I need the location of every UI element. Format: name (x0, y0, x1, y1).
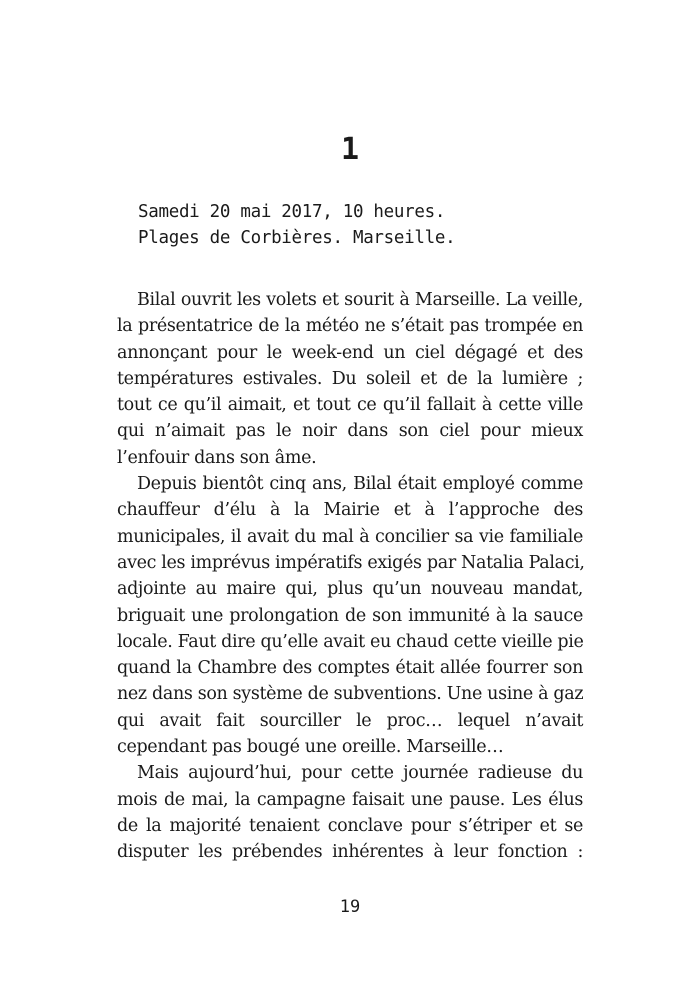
text-line: la présentatrice de la météo ne s’était pas trompée en (117, 316, 583, 337)
paragraph (117, 471, 583, 760)
text-line: qui avait fait sourciller le proc… lequel n’avait (117, 710, 583, 731)
text-line: cependant pas bougé une oreille. Marseille… (117, 737, 504, 758)
page-number: 19 (339, 897, 361, 917)
text-line: municipales, il avait du mal à concilier sa vie familiale (117, 526, 583, 547)
text-line: locale. Faut dire qu’elle avait eu chaud cette vieille pie (117, 631, 584, 652)
body-text (117, 287, 583, 866)
text-line: températures estivales. Du soleil et de la lumière ; (117, 368, 583, 389)
paragraph (117, 760, 583, 865)
text-line: de la majorité tenaient conclave pour s’étriper et se (117, 815, 583, 836)
text-line: quand la Chambre des comptes était allée fourrer son (117, 658, 583, 679)
paragraph (117, 287, 583, 471)
text-line: Depuis bientôt cinq ans, Bilal était employé comme (137, 474, 583, 495)
text-line: l’enfouir dans son âme. (117, 447, 317, 468)
heading-line-date: Samedi 20 mai 2017, 10 heures. (138, 202, 446, 222)
text-line: avec les imprévus impératifs exigés par Natalia Palaci, (117, 552, 585, 573)
text-line: nez dans son système de subventions. Une usine à gaz (117, 684, 584, 705)
text-line: disputer les prébendes inhérentes à leur fonction : (117, 842, 583, 863)
text-line: adjointe au maire qui, plus qu’un nouveau mandat, (117, 579, 583, 600)
text-line: qui n’aimait pas le noir dans son ciel pour mieux (117, 421, 583, 442)
text-line: briguait une prolongation de son immunité à la sauce (117, 605, 583, 626)
chapter-heading (138, 199, 455, 251)
text-line: mois de mai, la campagne faisait une pause. Les élus (117, 789, 583, 810)
text-line: Mais aujourd’hui, pour cette journée radieuse du (137, 763, 583, 784)
text-line: annonçant pour le week-end un ciel dégagé et des (117, 342, 583, 363)
text-line: tout ce qu’il aimait, et tout ce qu’il fallait à cette ville (117, 395, 583, 416)
heading-line-place: Plages de Corbières. Marseille. (138, 228, 456, 248)
text-line: Bilal ouvrit les volets et sourit à Marseille. La veille, (137, 290, 583, 310)
text-line: chauffeur d’élu à la Mairie et à l’approche des (117, 500, 583, 521)
chapter-number: 1 (340, 132, 360, 167)
